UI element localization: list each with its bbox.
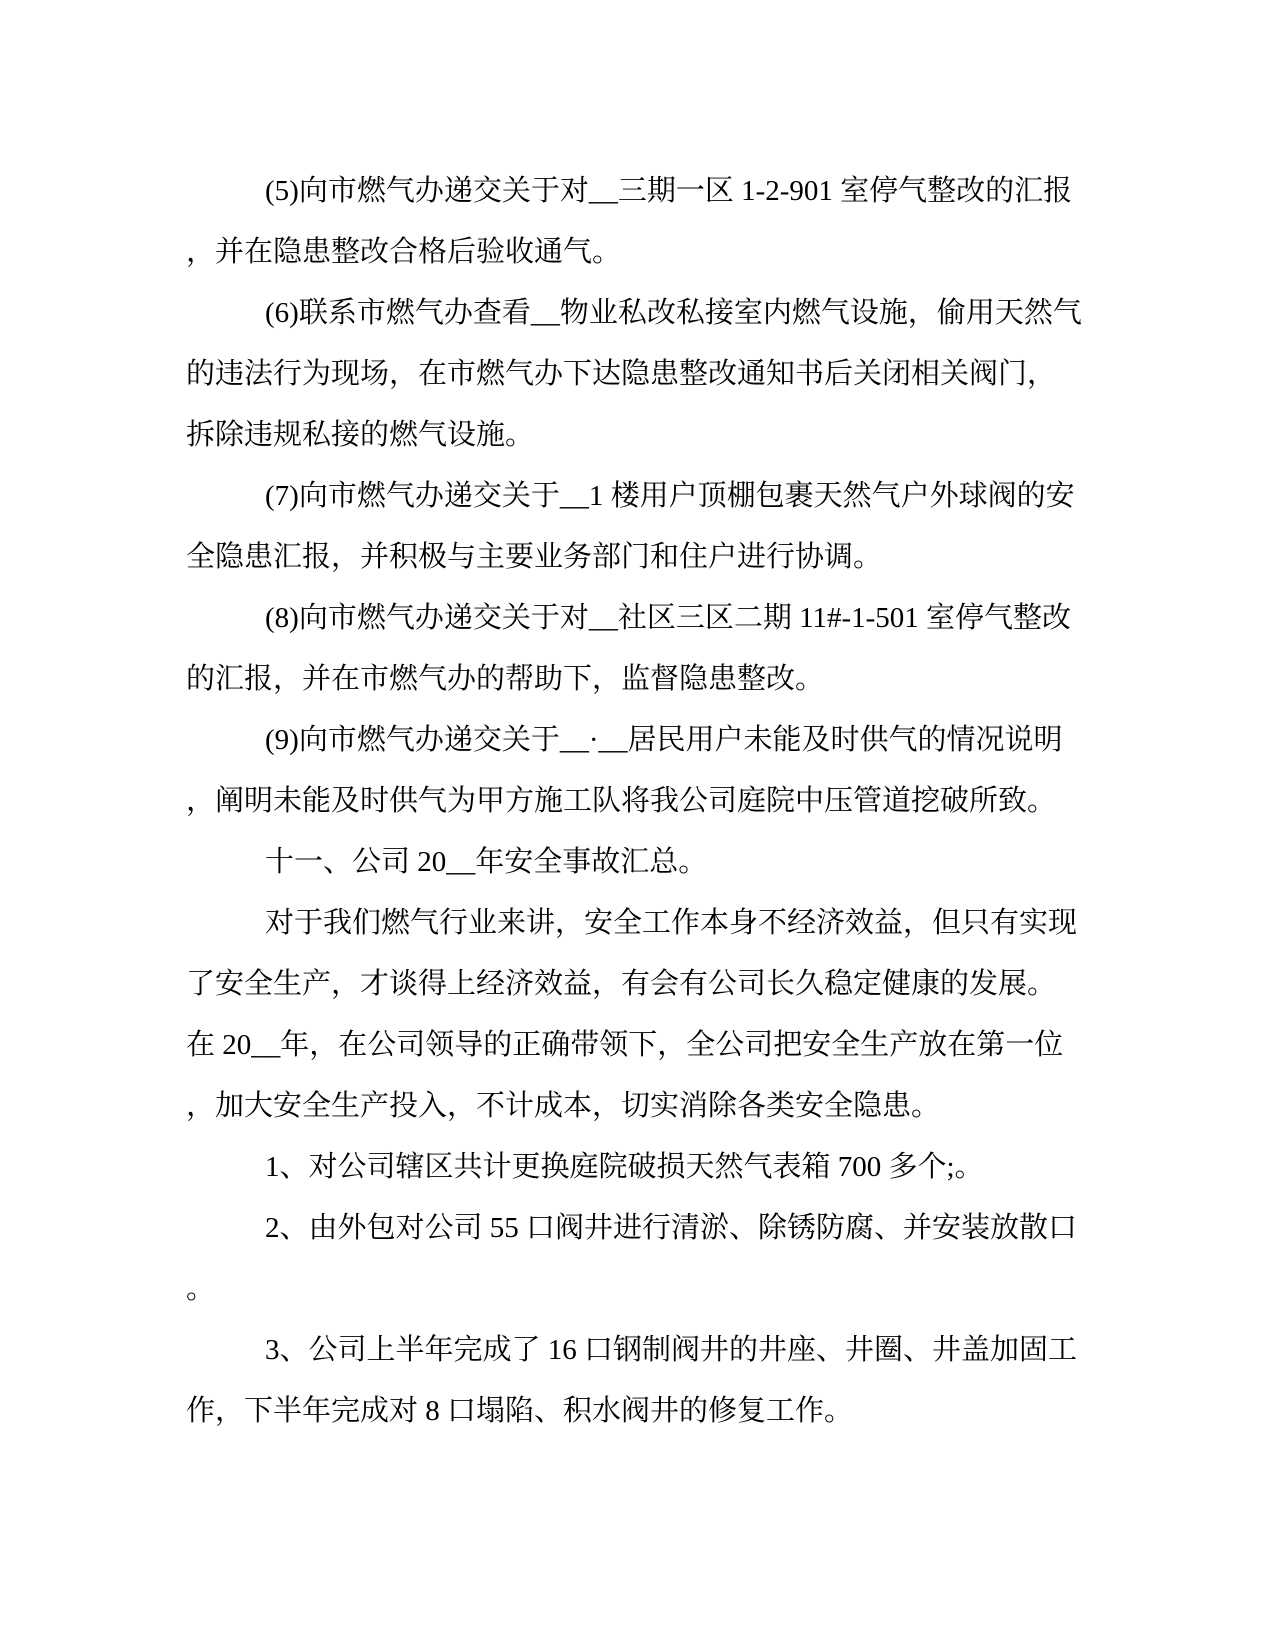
text-line: 2、由外包对公司 55 口阀井进行清淤、除锈防腐、并安装放散口 [265, 1212, 1078, 1244]
text-line: ，并在隐患整改合格后验收通气。 [186, 236, 622, 268]
text-line: (8)向市燃气办递交关于对__社区三区二期 11#-1-501 室停气整改 [265, 602, 1072, 634]
text-line: 。 [186, 1273, 216, 1305]
text-line: ，阐明未能及时供气为甲方施工队将我公司庭院中压管道挖破所致。 [186, 785, 1057, 817]
text-line: 3、公司上半年完成了 16 口钢制阀井的井座、井圈、井盖加固工 [265, 1334, 1078, 1366]
text-line: 拆除违规私接的燃气设施。 [186, 419, 535, 451]
text-line: 了安全生产，才谈得上经济效益，有会有公司长久稳定健康的发展。 [186, 968, 1057, 1000]
text-line: 1、对公司辖区共计更换庭院破损天然气表箱 700 多个;。 [265, 1151, 984, 1183]
text-line: (7)向市燃气办递交关于__1 楼用户顶棚包裹天然气户外球阀的安 [265, 480, 1075, 512]
text-line: 在 20__年，在公司领导的正确带领下，全公司把安全生产放在第一位 [186, 1029, 1064, 1061]
text-line: 全隐患汇报，并积极与主要业务部门和住户进行协调。 [186, 541, 883, 573]
document-text-block [186, 161, 1126, 1442]
text-line: 对于我们燃气行业来讲，安全工作本身不经济效益，但只有实现 [265, 907, 1078, 939]
text-line: (9)向市燃气办递交关于__·__居民用户未能及时供气的情况说明 [265, 724, 1063, 756]
text-line: ，加大安全生产投入，不计成本，切实消除各类安全隐患。 [186, 1090, 941, 1122]
text-line: 作，下半年完成对 8 口塌陷、积水阀井的修复工作。 [186, 1395, 854, 1427]
text-line: 十一、公司 20__年安全事故汇总。 [265, 846, 708, 878]
text-line: (5)向市燃气办递交关于对__三期一区 1-2-901 室停气整改的汇报 [265, 175, 1073, 207]
text-line: (6)联系市燃气办查看__物业私改私接室内燃气设施，偷用天然气 [265, 297, 1082, 329]
text-line: 的违法行为现场，在市燃气办下达隐患整改通知书后关闭相关阀门， [186, 358, 1057, 390]
text-line: 的汇报，并在市燃气办的帮助下，监督隐患整改。 [186, 663, 825, 695]
